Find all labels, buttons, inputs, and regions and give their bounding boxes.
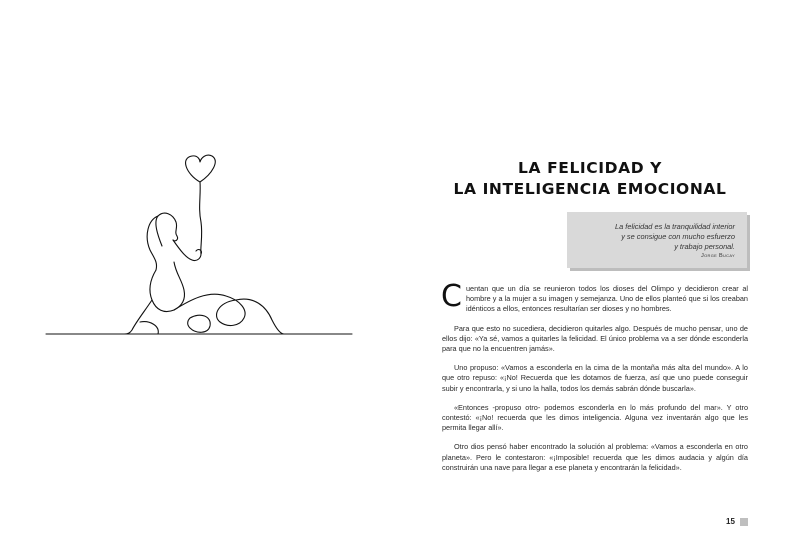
girl-with-heart-balloon-illustration — [40, 150, 360, 350]
page-number-marker — [740, 518, 748, 526]
paragraph-1-text: uentan que un día se reunieron todos los dioses del Olimpo y decidieron crear al hombre y a la mujer a su imagen y semejanza. Uno de ellos planteó que si los creaban idénticos a ellos, entonces resultarían ser dioses y no hombres. — [465, 284, 748, 314]
chapter-title-line-1: LA FELICIDAD Y — [518, 159, 662, 177]
paragraph-1 — [441, 279, 748, 315]
epigraph-box — [567, 212, 747, 268]
paragraph-5: Otro dios pensó haber encontrado la solución al problema: «Vamos a esconderla en otro planeta». Pero le contestaron: «¡Imposible! recuerda que les dimos audacia y algún día construirán una nave para llegar a ese planeta y encontrarán la felicidad». — [442, 442, 748, 472]
drop-cap: C — [441, 279, 462, 314]
chapter-body — [441, 279, 748, 482]
chapter-title-line-2: LA INTELIGENCIA EMOCIONAL — [453, 180, 727, 198]
paragraph-4: «Entonces -propuso otro- podemos esconderla en lo más profundo del mar». Y otro contestó: «¡No! recuerda que les dimos inteligencia. Alguna vez inventarán algo que les permita llegar allí». — [442, 402, 748, 433]
epigraph-line-1: La felicidad es la tranquilidad interior — [615, 222, 735, 231]
chapter-title — [440, 158, 740, 200]
epigraph-quote — [575, 222, 735, 252]
epigraph-line-3: y trabajo personal. — [674, 242, 735, 251]
paragraph-3: Uno propuso: «Vamos a esconderla en la cima de la montaña más alta del mundo». A lo que otro repuso: «¡No! Recuerda que les dotamos de fuerza, así que uno puede conseguir subir y encontrarla, y si uno la halla, todos los demás sabrán dónde buscarla». — [442, 363, 748, 393]
epigraph-author: Jorge Bucay — [701, 253, 735, 259]
page-number: 15 — [726, 517, 735, 526]
paragraph-2: Para que esto no sucediera, decidieron quitarles algo. Después de mucho pensar, uno de ellos dijo: «Ya sé, vamos a quitarles la felicidad. El único problema va a ser dónde esconderla para que no la encuentren jamás». — [442, 323, 748, 354]
epigraph-line-2: y se consigue con mucho esfuerzo — [621, 232, 735, 241]
